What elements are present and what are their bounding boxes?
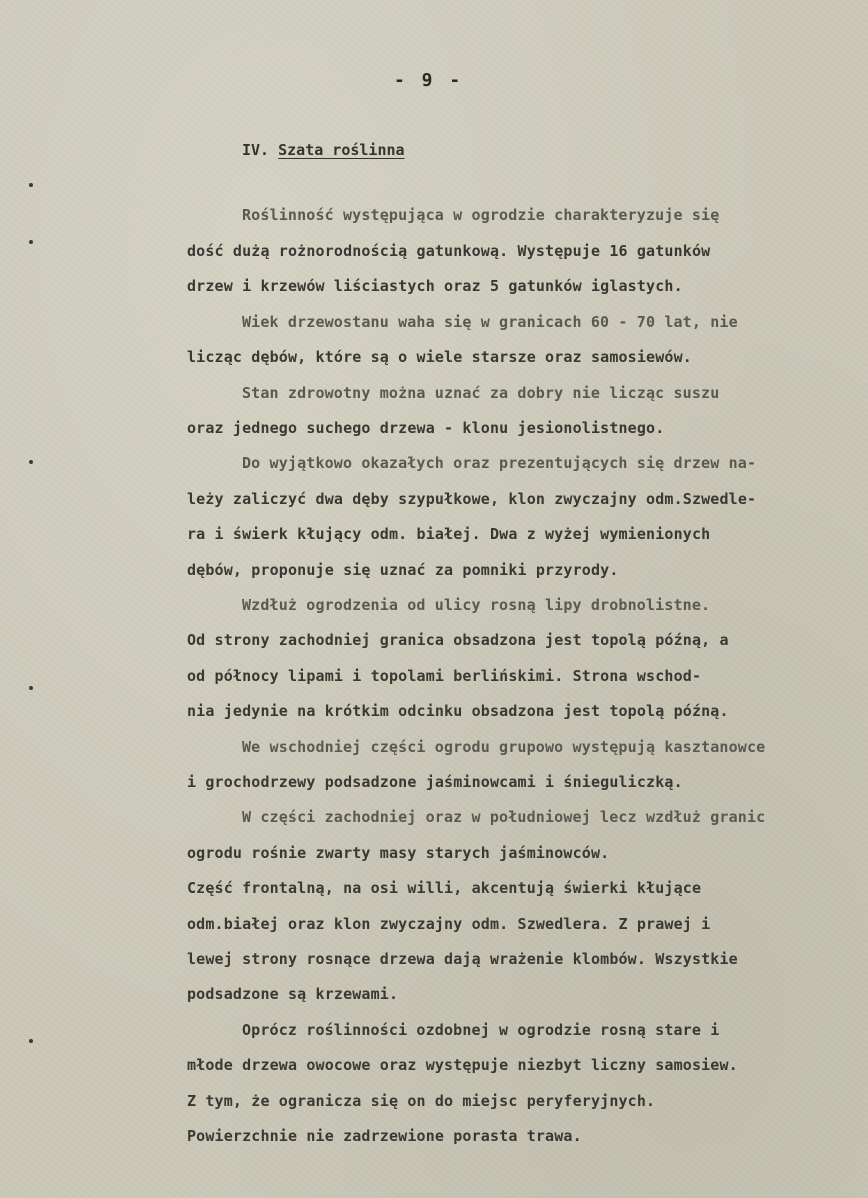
text-line: Roślinność występująca w ogrodzie charakteryzuje się bbox=[242, 206, 720, 224]
text-line: lewej strony rosnące drzewa dają wrażenie klombów. Wszystkie bbox=[187, 950, 738, 968]
text-line: dębów, proponuje się uznać za pomniki przyrody. bbox=[187, 561, 619, 579]
section-heading bbox=[242, 141, 405, 159]
text-line: Z tym, że ogranicza się on do miejsc peryferyjnych. bbox=[187, 1092, 656, 1110]
text-line: Wiek drzewostanu waha się w granicach 60 - 70 lat, nie bbox=[242, 313, 738, 331]
punch-mark bbox=[29, 460, 33, 464]
text-line: leży zaliczyć dwa dęby szypułkowe, klon zwyczajny odm.Szwedle- bbox=[187, 490, 757, 508]
text-line: licząc dębów, które są o wiele starsze oraz samosiewów. bbox=[187, 348, 692, 366]
text-line: We wschodniej części ogrodu grupowo występują kasztanowce bbox=[242, 738, 766, 756]
text-line: oraz jednego suchego drzewa - klonu jesionolistnego. bbox=[187, 419, 665, 437]
text-line: W części zachodniej oraz w południowej lecz wzdłuż granic bbox=[242, 808, 766, 826]
punch-mark bbox=[29, 240, 33, 244]
text-line: Powierzchnie nie zadrzewione porasta trawa. bbox=[187, 1127, 582, 1145]
text-line: Część frontalną, na osi willi, akcentują świerki kłujące bbox=[187, 879, 702, 897]
text-line: Wzdłuż ogrodzenia od ulicy rosną lipy drobnolistne. bbox=[242, 596, 711, 614]
text-line: i grochodrzewy podsadzone jaśminowcami i śnieguliczką. bbox=[187, 773, 683, 791]
text-line: młode drzewa owocowe oraz występuje niezbyt liczny samosiew. bbox=[187, 1056, 738, 1074]
text-line: ra i świerk kłujący odm. białej. Dwa z wyżej wymienionych bbox=[187, 525, 711, 543]
text-line: Do wyjątkowo okazałych oraz prezentujących się drzew na- bbox=[242, 454, 757, 472]
text-line: podsadzone są krzewami. bbox=[187, 985, 399, 1003]
text-line: Od strony zachodniej granica obsadzona jest topolą późną, a bbox=[187, 631, 729, 649]
text-line: Stan zdrowotny można uznać za dobry nie licząc suszu bbox=[242, 384, 720, 402]
text-line: ogrodu rośnie zwarty masy starych jaśminowców. bbox=[187, 844, 610, 862]
page-number: - 9 - bbox=[394, 70, 464, 91]
text-line: od północy lipami i topolami berlińskimi. Strona wschod- bbox=[187, 667, 702, 685]
text-line: dość dużą rożnorodnością gatunkową. Występuje 16 gatunków bbox=[187, 242, 711, 260]
punch-mark bbox=[29, 1039, 33, 1043]
section-number: IV. bbox=[242, 141, 270, 159]
text-line: odm.białej oraz klon zwyczajny odm. Szwedlera. Z prawej i bbox=[187, 915, 711, 933]
section-title: Szata roślinna bbox=[278, 141, 405, 159]
punch-mark bbox=[29, 183, 33, 187]
text-line: nia jedynie na krótkim odcinku obsadzona jest topolą późną. bbox=[187, 702, 729, 720]
text-line: Oprócz roślinności ozdobnej w ogrodzie rosną stare i bbox=[242, 1021, 720, 1039]
text-line: drzew i krzewów liściastych oraz 5 gatunków iglastych. bbox=[187, 277, 683, 295]
punch-mark bbox=[29, 686, 33, 690]
